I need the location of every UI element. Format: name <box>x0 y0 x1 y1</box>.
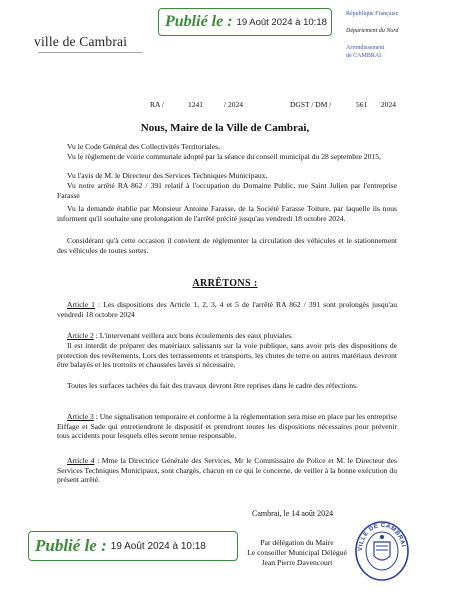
published-stamp-top <box>158 8 332 36</box>
signature-line-3: Jean Pierre Davencourt <box>261 558 333 567</box>
ref-dgst-number: 561 <box>356 100 368 109</box>
article-4-label: Article 4 <box>67 456 95 465</box>
ref-dgst-label: DGST / DM / <box>290 100 332 109</box>
header-republique: République Française <box>346 11 399 17</box>
header-arrondissement: Arrondissement <box>346 45 385 51</box>
document-title: Nous, Maire de la Ville de Cambrai, <box>140 122 310 134</box>
article-1-label: Article 1 <box>67 300 95 309</box>
consideration-4: Vu notre arrêté RA 862 / 391 relatif à l'occupation du Domaine Public, rue Saint Julien par l'entreprise Farasse <box>57 181 397 200</box>
article-3-label: Article 3 <box>67 412 94 421</box>
logo-underline <box>38 52 142 53</box>
published-date: 19 Août 2024 à 10:18 <box>236 16 327 28</box>
logo-text: ville de Cambrai <box>34 34 128 49</box>
considering-paragraph: Considérant qu'à cette occasion il convient de réglementer la circulation des véhicules et le stationnement des véhicules de toutes sortes. <box>57 236 397 255</box>
city-logo <box>34 14 164 56</box>
signature-date: Cambrai, le 14 août 2024 <box>252 509 334 518</box>
reference-line <box>0 100 450 112</box>
published-label-bottom: Publié le : <box>35 536 107 555</box>
article-2-paragraph-2: Il est interdit de préparer des matériaux salissants sur la voie publique, sans avoir pris des dispositions de protection des revêtements. Lors des terrassements et transports, les chutes de terre ou autres matériaux devront être balayés et les trottoirs et chaussées lavés si nécessaire. <box>57 341 397 370</box>
article-2-label: Article 2 <box>67 331 94 340</box>
ref-ra-year: / 2024 <box>224 100 243 109</box>
consideration-3: Vu l'avis de M. le Directeur des Services Techniques Municipaux, <box>67 171 268 180</box>
published-label: Publié le : <box>165 13 233 30</box>
article-2-text: : L'intervenant veillera aux bons écoulements des eaux pluviales. <box>93 331 293 340</box>
published-stamp-bottom <box>28 531 238 561</box>
article-3 <box>57 412 397 441</box>
article-4 <box>57 456 397 485</box>
article-2 <box>57 331 397 341</box>
consideration-1: Vu le Code Général des Collectivités Territoriales, <box>67 142 221 151</box>
consideration-2: Vu le règlement de voirie communale adopté par la séance du conseil municipal du 28 septembre 2015, <box>67 152 381 161</box>
seal-text: VILLE DE CAMBRAI <box>357 522 406 552</box>
article-1 <box>57 300 397 319</box>
header-departement: Département du Nord <box>346 28 399 34</box>
arretons-heading: ARRÊTONS : <box>192 278 258 289</box>
signature-line-2: Le conseiller Municipal Délégué <box>247 548 347 557</box>
article-4-text: : Mme la Directrice Générale des Services, Mr le Commissaire de Police et M. le Directeur des Services Techniques Municipaux, sont chargés, chacun en ce qui le concerne, de veiller à la bonne exécution du présent arrêté. <box>57 456 398 485</box>
demand-paragraph: Vu la demande établie par Monsieur Antoine Farasse, de la Société Farasse Toiture, par laquelle ils nous informent qu'il souhaite une prolongation de l'arrêté précité jusqu'au vendredi 18 octobre 2024. <box>57 204 397 223</box>
ref-dgst-year: 2024 <box>381 100 396 109</box>
published-date-bottom: 19 Août 2024 à 10:18 <box>110 540 206 552</box>
ref-ra-label: RA / <box>150 100 164 109</box>
article-2-paragraph-3: Toutes les surfaces tachées du fait des travaux devront être reprises dans le cadre des réfections. <box>67 381 358 390</box>
header-cambrai: de CAMBRAI <box>346 53 382 59</box>
article-3-text: : Une signalisation temporaire et conforme à la réglementation sera mise en place par les entreprise Eiffage et Sade qui entretiendront le dispositif et prendront toutes les dispositions nécessaires pour prévenir tous accidents pour lesquels elles seront tenue responsable. <box>57 412 397 441</box>
header-right <box>346 10 446 60</box>
article-1-text: : Les dispositions des Article 1, 2, 3, 4 et 5 de l'arrêté RA 862 / 391 sont prolongés jusqu'au vendredi 18 octobre 2024 <box>57 300 398 319</box>
signature-block <box>222 538 372 568</box>
city-seal-icon <box>354 520 410 582</box>
ref-ra-number: 1241 <box>188 100 203 109</box>
signature-line-1: Par délégation du Maire <box>260 538 334 547</box>
